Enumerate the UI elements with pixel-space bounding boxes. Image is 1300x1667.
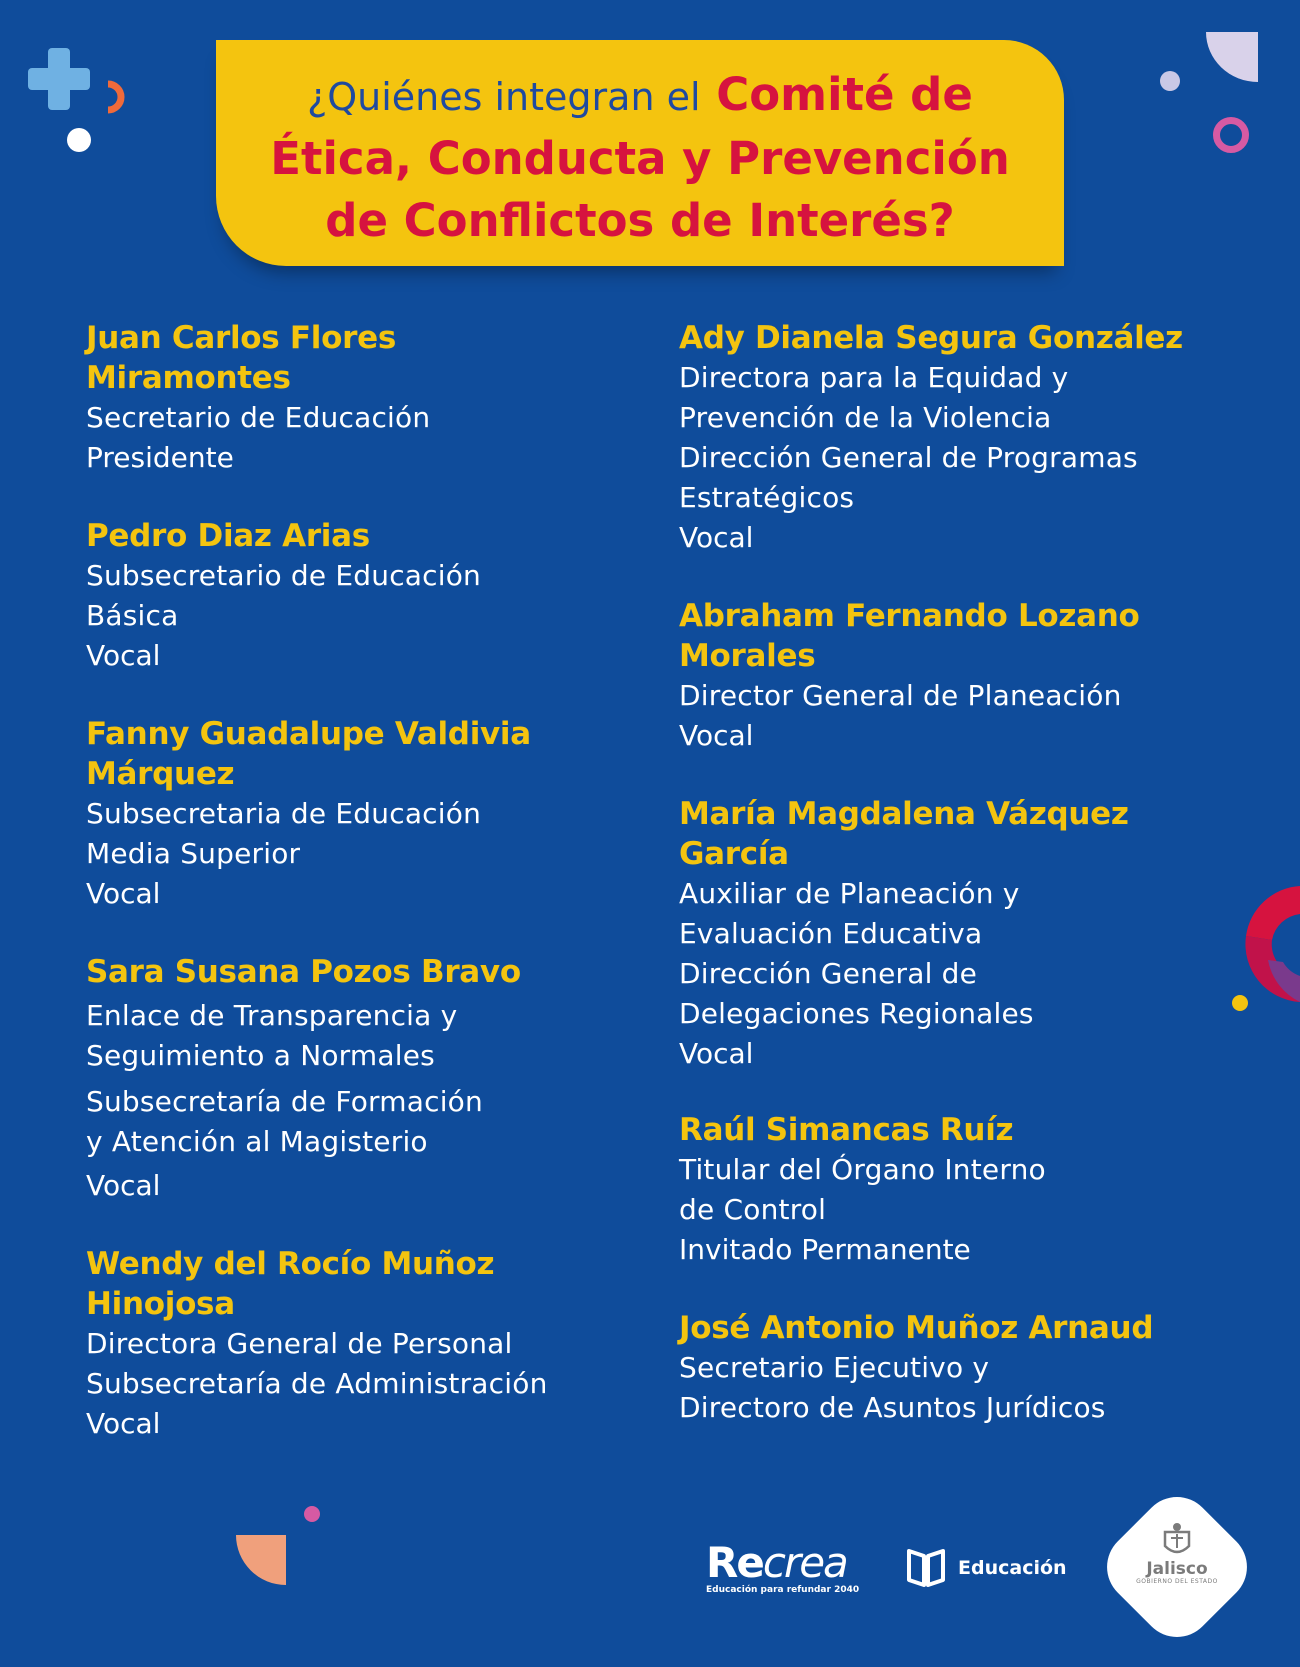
member-entry xyxy=(679,318,1183,558)
member-name: Juan Carlos Flores xyxy=(86,320,396,356)
member-name: Ady Dianela Segura González xyxy=(679,320,1183,356)
coat-of-arms-icon xyxy=(1160,1522,1194,1558)
member-position: Prevención de la Violencia xyxy=(679,401,1052,434)
member-entry xyxy=(86,952,521,1206)
member-role: Vocal xyxy=(679,521,754,554)
ring-segment-decoration xyxy=(1238,880,1300,1010)
member-position: Subsecretaría de Formación xyxy=(86,1085,483,1118)
member-position: Subsecretaría de Administración xyxy=(86,1367,548,1400)
member-position: y Atención al Magisterio xyxy=(86,1125,428,1158)
title-part-1: Comité de xyxy=(716,68,973,121)
member-entry xyxy=(86,516,481,676)
member-name: José Antonio Muñoz Arnaud xyxy=(679,1310,1154,1346)
member-name: María Magdalena Vázquez xyxy=(679,796,1129,832)
member-name: Raúl Simancas Ruíz xyxy=(679,1112,1014,1148)
jalisco-name: Jalisco xyxy=(1146,1559,1208,1579)
member-name: Morales xyxy=(679,638,816,674)
member-entry xyxy=(86,318,430,478)
member-position: Secretario Ejecutivo y xyxy=(679,1351,990,1384)
member-position: Delegaciones Regionales xyxy=(679,997,1034,1030)
member-position: Auxiliar de Planeación y xyxy=(679,877,1020,910)
recrea-crea: crea xyxy=(762,1538,847,1587)
member-role: Vocal xyxy=(86,1169,161,1202)
member-entry xyxy=(679,1308,1153,1428)
member-role: Vocal xyxy=(86,639,161,672)
member-position: Dirección General de xyxy=(679,957,978,990)
member-position: Dirección General de Programas xyxy=(679,441,1138,474)
title-line-2: Ética, Conducta y Prevención xyxy=(270,132,1010,185)
member-role: Vocal xyxy=(679,1037,754,1070)
member-position: Secretario de Educación xyxy=(86,401,431,434)
member-position: Enlace de Transparencia y xyxy=(86,999,458,1032)
member-position: Directoro de Asuntos Jurídicos xyxy=(679,1391,1106,1424)
member-entry xyxy=(679,596,1140,756)
member-entry xyxy=(679,794,1129,1074)
member-entry xyxy=(86,1244,548,1444)
title-line-1 xyxy=(216,64,1064,128)
pink-ring-decoration xyxy=(1213,117,1249,153)
member-name: Pedro Diaz Arias xyxy=(86,518,370,554)
member-position: de Control xyxy=(679,1193,827,1226)
member-name: Sara Susana Pozos Bravo xyxy=(86,954,521,990)
member-position: Titular del Órgano Interno xyxy=(679,1153,1046,1186)
member-name: Márquez xyxy=(86,756,235,792)
member-position: Estratégicos xyxy=(679,481,855,514)
member-name: Miramontes xyxy=(86,360,291,396)
recrea-logo xyxy=(706,1538,860,1596)
member-name: Abraham Fernando Lozano xyxy=(679,598,1140,634)
jalisco-subtitle: GOBIERNO DEL ESTADO xyxy=(1136,1578,1218,1585)
lilac-dot-decoration xyxy=(1160,71,1180,91)
orange-arc-decoration xyxy=(102,80,132,114)
member-position: Directora General de Personal xyxy=(86,1327,513,1360)
member-role: Vocal xyxy=(86,877,161,910)
book-icon xyxy=(906,1547,946,1589)
member-role: Invitado Permanente xyxy=(679,1233,971,1266)
header-banner xyxy=(216,40,1064,266)
member-entry xyxy=(679,1110,1046,1270)
peach-quarter-decoration xyxy=(236,1535,286,1585)
lilac-quarter-decoration xyxy=(1206,32,1258,82)
member-position: Subsecretaria de Educación xyxy=(86,797,482,830)
member-name: García xyxy=(679,836,789,872)
yellow-dot-decoration xyxy=(1232,995,1248,1011)
title-question: ¿Quiénes integran el xyxy=(307,75,701,119)
member-position: Evaluación Educativa xyxy=(679,917,983,950)
member-role: Vocal xyxy=(86,1407,161,1440)
white-dot-decoration xyxy=(67,128,91,152)
education-logo xyxy=(906,1547,1067,1589)
member-position: Directora para la Equidad y xyxy=(679,361,1069,394)
member-name: Wendy del Rocío Muñoz xyxy=(86,1246,495,1282)
member-role: Presidente xyxy=(86,441,234,474)
member-position: Seguimiento a Normales xyxy=(86,1039,435,1072)
recrea-tagline: Educación para refundar 2040 xyxy=(706,1585,860,1595)
member-role: Vocal xyxy=(679,719,754,752)
member-entry xyxy=(86,714,531,914)
member-position: Director General de Planeación xyxy=(679,679,1122,712)
title-line-3: de Conflictos de Interés? xyxy=(325,194,955,247)
member-name: Hinojosa xyxy=(86,1286,235,1322)
plus-decoration-icon xyxy=(28,48,92,112)
member-position: Media Superior xyxy=(86,837,301,870)
member-position: Básica xyxy=(86,599,179,632)
education-label: Educación xyxy=(958,1557,1067,1579)
jalisco-logo xyxy=(1110,1520,1244,1620)
member-position: Subsecretario de Educación xyxy=(86,559,481,592)
magenta-dot-decoration xyxy=(304,1506,320,1522)
recrea-re: Re xyxy=(706,1538,763,1587)
member-name: Fanny Guadalupe Valdivia xyxy=(86,716,531,752)
